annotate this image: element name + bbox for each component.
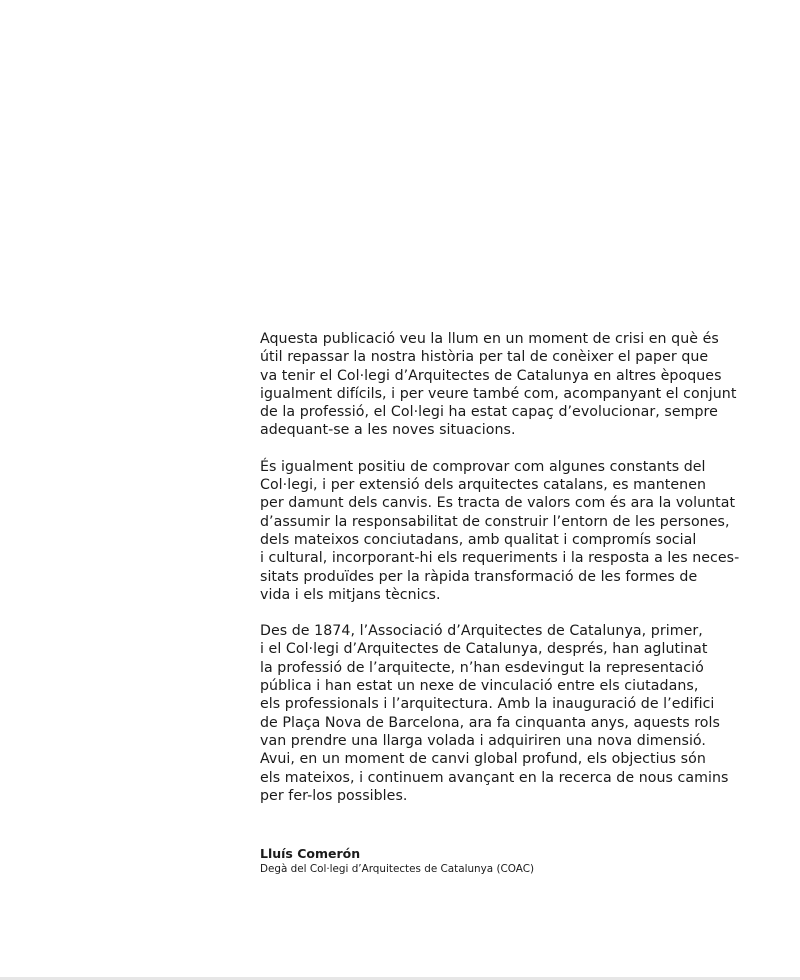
paragraph-line: vida i els mitjans tècnics. xyxy=(260,586,441,603)
paragraph-line: adequant-se a les noves situacions. xyxy=(260,422,516,439)
paragraph-line: de Plaça Nova de Barcelona, ara fa cinquanta anys, aquests rols xyxy=(260,714,720,731)
paragraph-line: igualment difícils, i per veure també com, acompanyant el conjunt xyxy=(260,385,737,402)
paragraph-line: els mateixos, i continuem avançant en la recerca de nous camins xyxy=(260,769,729,786)
paragraph-line: pública i han estat un nexe de vinculació entre els ciutadans, xyxy=(260,678,699,695)
paragraph-line: d’assumir la responsabilitat de construir l’entorn de les persones, xyxy=(260,513,730,530)
paragraph-3 xyxy=(260,622,730,805)
paragraph-line: els professionals i l’arquitectura. Amb la inauguració de l’edifici xyxy=(260,696,715,713)
paragraph-line: Aquesta publicació veu la llum en un moment de crisi en què és xyxy=(260,331,719,347)
paragraph-line: Col·legi, i per extensió dels arquitectes catalans, es mantenen xyxy=(260,477,707,494)
article-body xyxy=(260,330,740,823)
paragraph-1 xyxy=(260,330,737,440)
paragraph-line: útil repassar la nostra història per tal de conèixer el paper que xyxy=(260,349,709,366)
paragraph-line: Des de 1874, l’Associació d’Arquitectes de Catalunya, primer, xyxy=(260,623,703,640)
paragraph-line: per damunt dels canvis. Es tracta de valors com és ara la voluntat xyxy=(260,495,736,512)
paragraph-line: i cultural, incorporant-hi els requeriments i la resposta a les neces- xyxy=(260,550,740,567)
paragraph-line: És igualment positiu de comprovar com algunes constants del xyxy=(260,458,706,475)
paragraph-line: la professió de l’arquitecte, n’han esdevingut la representació xyxy=(260,659,704,676)
signature-block xyxy=(260,846,730,877)
author-name: Lluís Comerón xyxy=(260,846,361,861)
paragraph-line: van prendre una llarga volada i adquiriren una nova dimensió. xyxy=(260,732,706,749)
paragraph-line: de la professió, el Col·legi ha estat capaç d’evolucionar, sempre xyxy=(260,404,718,421)
paragraph-line: dels mateixos conciutadans, amb qualitat i compromís social xyxy=(260,531,697,548)
paragraph-line: i el Col·legi d’Arquitectes de Catalunya, després, han aglutinat xyxy=(260,641,708,658)
paragraph-2 xyxy=(260,458,740,604)
author-role: Degà del Col·legi d’Arquitectes de Catalunya (COAC) xyxy=(260,863,535,875)
paragraph-line: sitats produïdes per la ràpida transformació de les formes de xyxy=(260,568,698,585)
paragraph-line: Avui, en un moment de canvi global profund, els objectius són xyxy=(260,751,706,768)
paragraph-line: per fer-los possibles. xyxy=(260,787,408,804)
paragraph-line: va tenir el Col·legi d’Arquitectes de Catalunya en altres èpoques xyxy=(260,367,722,384)
